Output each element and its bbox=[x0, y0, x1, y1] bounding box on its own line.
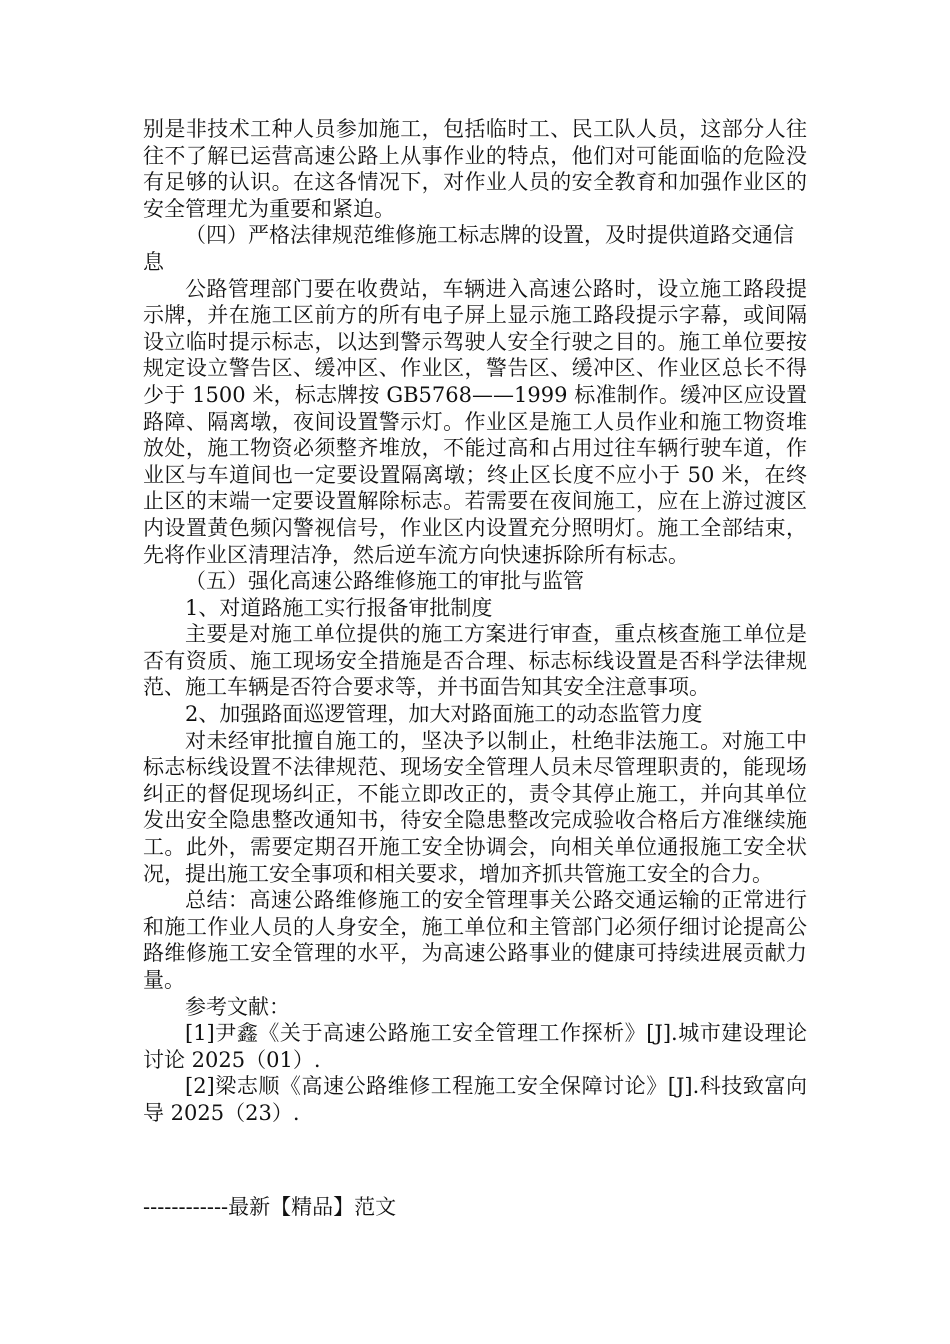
paragraph-summary: 总结：高速公路维修施工的安全管理事关公路交通运输的正常进行和施工作业人员的人身安全，施工单位和主管部门必须仔细讨论提高公路维修施工安全管理的水平，为高速公路事业的健康可持续进展贡献力量。 bbox=[143, 888, 807, 992]
paragraph-continuation: 别是非技术工种人员参加施工，包括临时工、民工队人员，这部分人往往不了解已运营高速公路上从事作业的特点，他们对可能面临的危险没有足够的认识。在这各情况下，对作业人员的安全教育和加强作业区的安全管理尤为重要和紧迫。 bbox=[143, 117, 807, 221]
subheading-1: 1、对道路施工实行报备审批制度 bbox=[185, 595, 493, 620]
paragraph-approval: 主要是对施工单位提供的施工方案进行审查，重点核查施工单位是否有资质、施工现场安全措施是否合理、标志标线设置是否科学法律规范、施工车辆是否符合要求等，并书面告知其安全注意事项。 bbox=[143, 622, 807, 700]
footer-text: ------------最新【精品】范文 bbox=[143, 1195, 397, 1219]
reference-item-2: [2]梁志顺《高速公路维修工程施工安全保障讨论》[J].科技致富向导 2025（23）. bbox=[143, 1074, 807, 1125]
paragraph-signage: 公路管理部门要在收费站，车辆进入高速公路时，设立施工路段提示牌，并在施工区前方的所有电子屏上显示施工路段提示字幕，或间隔设立临时提示标志，以达到警示驾驶人安全行驶之目的。施工单位要按规定设立警告区、缓冲区、作业区，警告区、缓冲区、作业区总长不得少于 1500 米，标志牌按 GB5768——1999 标准制作。缓冲区应设置路障、隔离墩，夜间设置警示灯。作业区是施工人员作业和施工物资堆放处，施工物资必须整齐堆放，不能过高和占用过往车辆行驶车道，作业区与车道间也一定要设置隔离墩；终止区长度不应小于 50 米，在终止区的末端一定要设置解除标志。若需要在夜间施工，应在上游过渡区内设置黄色频闪警视信号，作业区内设置充分照明灯。施工全部结束，先将作业区清理洁净，然后逆车流方向快速拆除所有标志。 bbox=[143, 276, 807, 567]
subheading-2: 2、加强路面巡逻管理，加大对路面施工的动态监管力度 bbox=[185, 702, 703, 727]
paragraph-supervision: 对未经审批擅自施工的，坚决予以制止，杜绝非法施工。对施工中标志标线设置不法律规范、现场安全管理人员未尽管理职责的，能现场纠正的督促现场纠正，不能立即改正的，责令其停止施工，并向其单位发出安全隐患整改通知书，待安全隐患整改完成验收合格后方准继续施工。此外，需要定期召开施工安全协调会，向相关单位通报施工安全状况，提出施工安全事项和相关要求，增加齐抓共管施工安全的合力。 bbox=[143, 728, 807, 886]
document-body bbox=[143, 116, 807, 1127]
references-heading: 参考文献： bbox=[185, 994, 290, 1019]
reference-item-1: [1]尹鑫《关于高速公路施工安全管理工作探析》[J].城市建设理论讨论 2025（01）. bbox=[143, 1021, 807, 1072]
section-heading-5: （五）强化高速公路维修施工的审批与监管 bbox=[185, 569, 584, 594]
section-heading-4: （四）严格法律规范维修施工标志牌的设置，及时提供道路交通信息 bbox=[143, 223, 794, 274]
